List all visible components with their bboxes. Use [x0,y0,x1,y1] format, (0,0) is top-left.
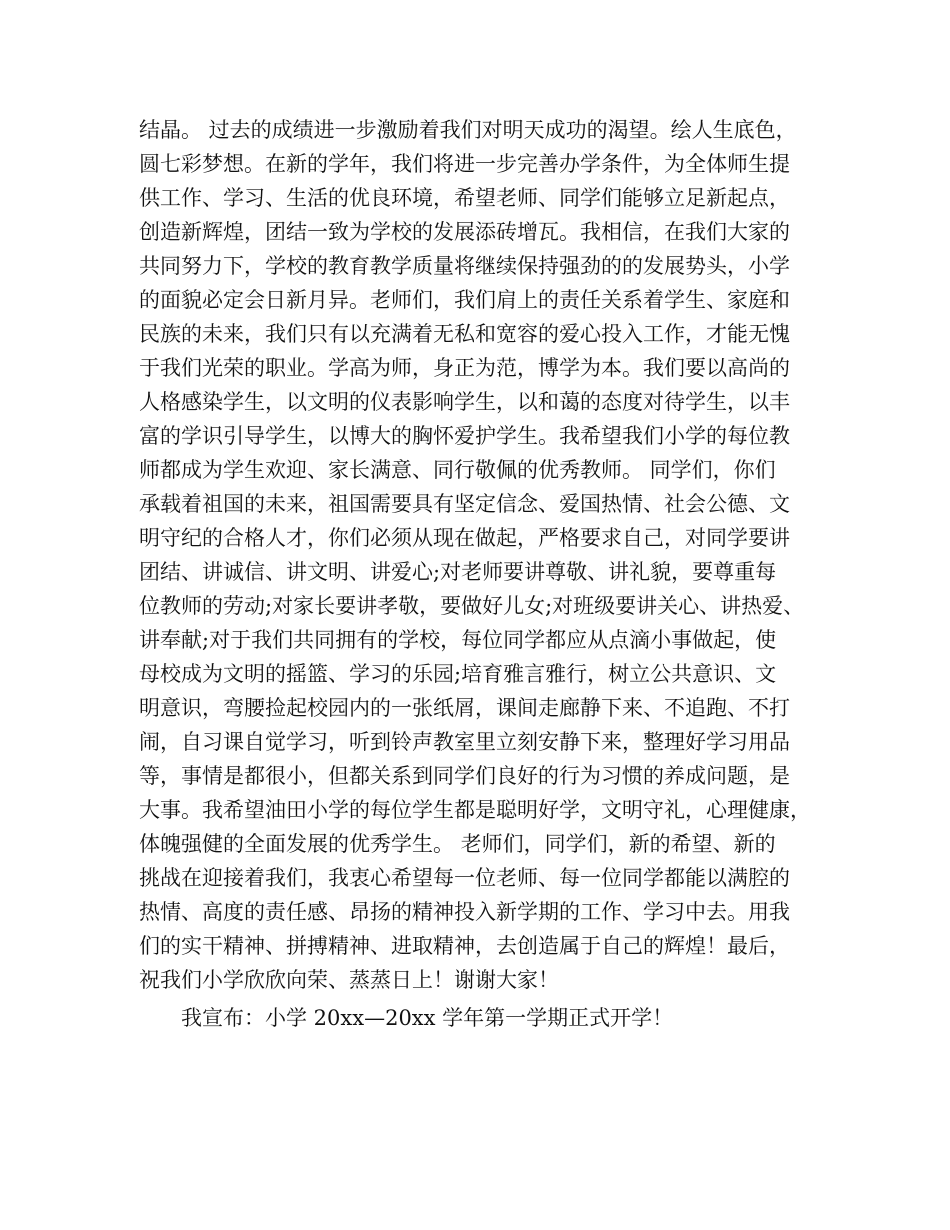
text-line-15: 位教师的劳动;对家长要讲孝敬，要做好儿女;对班级要讲关心、讲热爱、 [139,594,805,618]
text-line-18: 明意识，弯腰捡起校园内的一张纸屑，课间走廊静下来、不追跑、不打 [139,696,790,720]
text-line-17: 母校成为文明的摇篮、学习的乐园;培育雅言雅行，树立公共意识、文 [139,662,777,686]
text-line-20: 等，事情是都很小，但都关系到同学们良好的行为习惯的养成问题，是 [139,764,790,788]
text-line-5: 共同努力下，学校的教育教学质量将继续保持强劲的的发展势头，小学 [139,254,790,278]
text-line-12: 承载着祖国的未来，祖国需要具有坚定信念、爱国热情、社会公德、文 [139,492,790,516]
text-line-13: 明守纪的合格人才，你们必须从现在做起，严格要求自己，对同学要讲 [139,526,790,550]
text-line-21: 大事。我希望油田小学的每位学生都是聪明好学，文明守礼，心理健康， [139,798,811,822]
text-line-24: 热情、高度的责任感、昂扬的精神投入新学期的工作、学习中去。用我 [139,900,790,924]
text-line-19: 闹，自习课自觉学习，听到铃声教室里立刻安静下来，整理好学习用品 [139,730,790,754]
text-line-25: 们的实干精神、拼搏精神、进取精神，去创造属于自己的辉煌！最后， [139,934,790,958]
text-line-16: 讲奉献;对于我们共同拥有的学校，每位同学都应从点滴小事做起，使 [139,628,777,652]
text-line-9: 人格感染学生，以文明的仪表影响学生，以和蔼的态度对待学生，以丰 [139,390,790,414]
text-line-4: 创造新辉煌，团结一致为学校的发展添砖增瓦。我相信，在我们大家的 [139,220,790,244]
text-line-14: 团结、讲诚信、讲文明、讲爱心;对老师要讲尊敬、讲礼貌，要尊重每 [139,560,777,584]
text-line-22: 体魄强健的全面发展的优秀学生。 老师们，同学们，新的希望、新的 [139,832,776,856]
text-line-8: 于我们光荣的职业。学高为师，身正为范，博学为本。我们要以高尚的 [139,356,790,380]
closing-line: 我宣布：小学 20xx—20xx 学年第一学期正式开学！ [181,1006,674,1030]
text-line-1: 结晶。 过去的成绩进一步激励着我们对明天成功的渴望。绘人生底色， [139,118,797,142]
text-line-23: 挑战在迎接着我们，我衷心希望每一位老师、每一位同学都能以满腔的 [139,866,790,890]
text-line-26: 祝我们小学欣欣向荣、蒸蒸日上！谢谢大家！ [139,968,559,992]
text-line-10: 富的学识引导学生，以博大的胸怀爱护学生。我希望我们小学的每位教 [139,424,790,448]
text-line-11: 师都成为学生欢迎、家长满意、同行敬佩的优秀教师。 同学们，你们 [139,458,776,482]
text-line-6: 的面貌必定会日新月异。老师们，我们肩上的责任关系着学生、家庭和 [139,288,790,312]
text-line-7: 民族的未来，我们只有以充满着无私和宽容的爱心投入工作，才能无愧 [139,322,790,346]
text-line-2: 圆七彩梦想。在新的学年，我们将进一步完善办学条件，为全体师生提 [139,152,790,176]
text-line-3: 供工作、学习、生活的优良环境，希望老师、同学们能够立足新起点， [139,186,790,210]
